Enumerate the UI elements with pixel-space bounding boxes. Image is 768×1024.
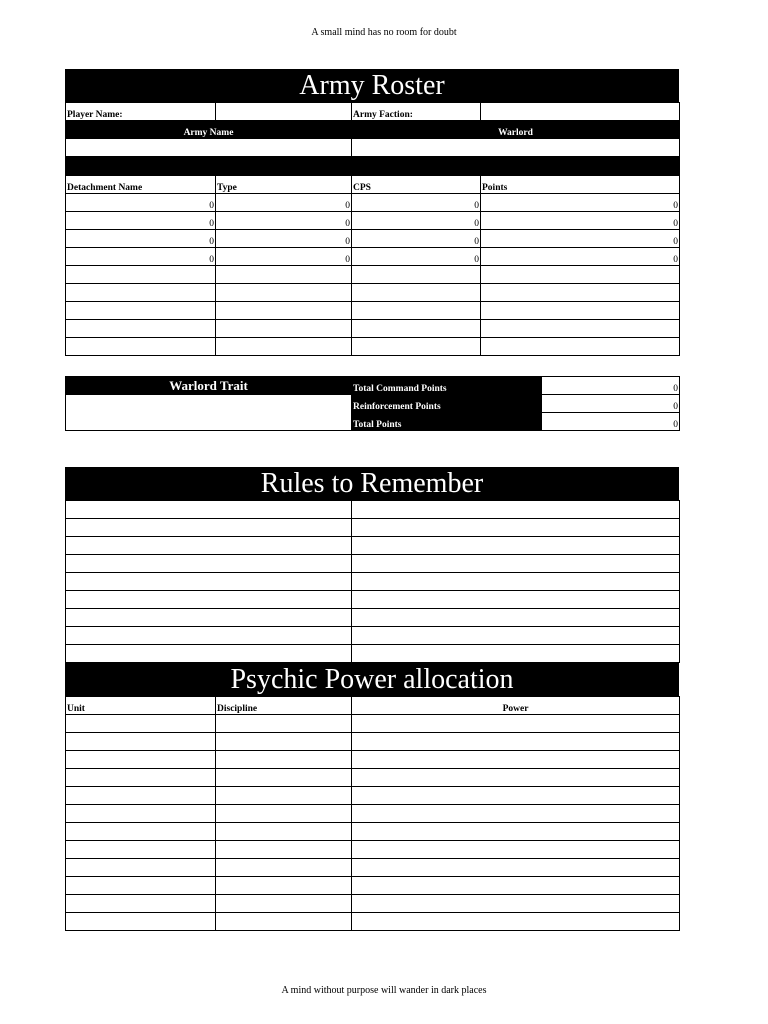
power-cell[interactable] <box>352 787 680 805</box>
player-name-field[interactable] <box>216 103 352 121</box>
points-cell[interactable] <box>481 320 680 338</box>
rules-table <box>65 500 680 663</box>
type-cell[interactable] <box>216 302 352 320</box>
discipline-cell[interactable] <box>216 823 352 841</box>
col-header-type: Type <box>216 176 352 194</box>
total-points-value: 0 <box>542 413 680 431</box>
table-row <box>66 501 680 519</box>
unit-cell[interactable] <box>66 913 216 931</box>
table-row <box>66 284 680 302</box>
total-points-label: Total Points <box>352 413 542 431</box>
unit-cell[interactable] <box>66 877 216 895</box>
table-row <box>66 230 680 248</box>
rule-cell-left[interactable] <box>66 519 352 537</box>
points-cell[interactable] <box>481 302 680 320</box>
col-header-detachment-name: Detachment Name <box>66 176 216 194</box>
army-faction-label: Army Faction: <box>352 103 481 121</box>
rule-cell-right[interactable] <box>352 591 680 609</box>
table-row <box>66 805 680 823</box>
total-command-points-value: 0 <box>542 377 680 395</box>
cps-cell[interactable]: 0 <box>352 212 481 230</box>
rule-cell-right[interactable] <box>352 627 680 645</box>
table-row <box>66 859 680 877</box>
detachment-name-cell[interactable]: 0 <box>66 212 216 230</box>
warlord-label: Warlord <box>352 121 680 139</box>
discipline-cell[interactable] <box>216 805 352 823</box>
points-cell[interactable] <box>481 266 680 284</box>
power-cell[interactable] <box>352 895 680 913</box>
col-header-unit: Unit <box>66 697 216 715</box>
type-cell[interactable]: 0 <box>216 248 352 266</box>
discipline-cell[interactable] <box>216 733 352 751</box>
army-roster-section <box>65 69 679 356</box>
unit-cell[interactable] <box>66 823 216 841</box>
discipline-cell[interactable] <box>216 859 352 877</box>
table-row <box>66 194 680 212</box>
top-quote: A small mind has no room for doubt <box>311 27 457 38</box>
table-row <box>66 266 680 284</box>
rule-cell-left[interactable] <box>66 609 352 627</box>
detachment-name-cell[interactable] <box>66 320 216 338</box>
separator-bar <box>66 157 680 175</box>
rule-cell-left[interactable] <box>66 573 352 591</box>
warlord-trait-label: Warlord Trait <box>66 377 352 395</box>
type-cell[interactable] <box>216 320 352 338</box>
summary-table <box>65 376 680 431</box>
discipline-cell[interactable] <box>216 841 352 859</box>
discipline-cell[interactable] <box>216 913 352 931</box>
table-row <box>66 715 680 733</box>
discipline-cell[interactable] <box>216 895 352 913</box>
table-row <box>66 733 680 751</box>
cps-cell[interactable]: 0 <box>352 194 481 212</box>
power-cell[interactable] <box>352 823 680 841</box>
col-header-points: Points <box>481 176 680 194</box>
army-faction-field[interactable] <box>481 103 680 121</box>
cps-cell[interactable] <box>352 320 481 338</box>
power-cell[interactable] <box>352 715 680 733</box>
points-cell[interactable]: 0 <box>481 212 680 230</box>
cps-cell[interactable]: 0 <box>352 230 481 248</box>
table-row <box>66 573 680 591</box>
table-row <box>66 787 680 805</box>
power-cell[interactable] <box>352 733 680 751</box>
table-row <box>66 751 680 769</box>
cps-cell[interactable] <box>352 302 481 320</box>
rule-cell-left[interactable] <box>66 501 352 519</box>
detachment-name-cell[interactable]: 0 <box>66 248 216 266</box>
table-row <box>66 877 680 895</box>
discipline-cell[interactable] <box>216 769 352 787</box>
rules-title: Rules to Remember <box>65 467 679 500</box>
army-name-label: Army Name <box>66 121 352 139</box>
unit-cell[interactable] <box>66 715 216 733</box>
table-row <box>66 248 680 266</box>
points-cell[interactable] <box>481 338 680 356</box>
cps-cell[interactable] <box>352 266 481 284</box>
discipline-cell[interactable] <box>216 787 352 805</box>
table-row <box>66 645 680 663</box>
rule-cell-left[interactable] <box>66 555 352 573</box>
col-header-cps: CPS <box>352 176 481 194</box>
rule-cell-right[interactable] <box>352 609 680 627</box>
power-cell[interactable] <box>352 841 680 859</box>
detachment-name-cell[interactable] <box>66 302 216 320</box>
col-header-power: Power <box>352 697 680 715</box>
unit-cell[interactable] <box>66 733 216 751</box>
detachment-name-cell[interactable]: 0 <box>66 230 216 248</box>
type-cell[interactable] <box>216 266 352 284</box>
points-cell[interactable] <box>481 284 680 302</box>
table-row <box>66 823 680 841</box>
detachment-table <box>65 175 680 356</box>
rule-cell-left[interactable] <box>66 537 352 555</box>
rule-cell-right[interactable] <box>352 519 680 537</box>
detachment-name-cell[interactable] <box>66 266 216 284</box>
psychic-table <box>65 696 680 931</box>
table-row <box>66 591 680 609</box>
power-cell[interactable] <box>352 751 680 769</box>
table-row <box>66 627 680 645</box>
unit-cell[interactable] <box>66 751 216 769</box>
warlord-trait-field[interactable] <box>66 395 352 431</box>
reinforcement-points-label: Reinforcement Points <box>352 395 542 413</box>
table-row <box>66 609 680 627</box>
army-roster-title: Army Roster <box>65 69 679 102</box>
points-cell[interactable]: 0 <box>481 248 680 266</box>
discipline-cell[interactable] <box>216 715 352 733</box>
rule-cell-right[interactable] <box>352 501 680 519</box>
unit-cell[interactable] <box>66 841 216 859</box>
unit-cell[interactable] <box>66 895 216 913</box>
type-cell[interactable] <box>216 284 352 302</box>
cps-cell[interactable]: 0 <box>352 248 481 266</box>
unit-cell[interactable] <box>66 787 216 805</box>
total-command-points-label: Total Command Points <box>352 377 542 395</box>
points-cell[interactable]: 0 <box>481 194 680 212</box>
detachment-name-cell[interactable] <box>66 338 216 356</box>
unit-cell[interactable] <box>66 769 216 787</box>
type-cell[interactable]: 0 <box>216 230 352 248</box>
table-row <box>66 212 680 230</box>
rule-cell-right[interactable] <box>352 645 680 663</box>
type-cell[interactable] <box>216 338 352 356</box>
discipline-cell[interactable] <box>216 751 352 769</box>
rule-cell-left[interactable] <box>66 645 352 663</box>
power-cell[interactable] <box>352 913 680 931</box>
power-cell[interactable] <box>352 877 680 895</box>
table-row <box>66 537 680 555</box>
rule-cell-right[interactable] <box>352 555 680 573</box>
table-row <box>66 320 680 338</box>
table-row <box>66 338 680 356</box>
table-row <box>66 841 680 859</box>
power-cell[interactable] <box>352 769 680 787</box>
bottom-quote: A mind without purpose will wander in dark places <box>281 985 487 996</box>
rule-cell-right[interactable] <box>352 573 680 591</box>
table-row <box>66 913 680 931</box>
detachment-name-cell[interactable] <box>66 284 216 302</box>
discipline-cell[interactable] <box>216 877 352 895</box>
unit-cell[interactable] <box>66 859 216 877</box>
rule-cell-left[interactable] <box>66 627 352 645</box>
power-cell[interactable] <box>352 805 680 823</box>
cps-cell[interactable] <box>352 338 481 356</box>
points-cell[interactable]: 0 <box>481 230 680 248</box>
summary-section <box>65 376 679 431</box>
army-name-field[interactable] <box>66 139 352 157</box>
col-header-discipline: Discipline <box>216 697 352 715</box>
rule-cell-left[interactable] <box>66 591 352 609</box>
type-cell[interactable]: 0 <box>216 212 352 230</box>
table-row <box>66 895 680 913</box>
detachment-name-cell[interactable]: 0 <box>66 194 216 212</box>
player-name-label: Player Name: <box>66 103 216 121</box>
power-cell[interactable] <box>352 859 680 877</box>
table-row <box>66 302 680 320</box>
warlord-field[interactable] <box>352 139 680 157</box>
army-info-table <box>65 102 680 175</box>
reinforcement-points-value: 0 <box>542 395 680 413</box>
table-row <box>66 555 680 573</box>
psychic-title: Psychic Power allocation <box>65 663 679 696</box>
type-cell[interactable]: 0 <box>216 194 352 212</box>
unit-cell[interactable] <box>66 805 216 823</box>
rules-section <box>65 467 679 931</box>
table-row <box>66 519 680 537</box>
rule-cell-right[interactable] <box>352 537 680 555</box>
cps-cell[interactable] <box>352 284 481 302</box>
table-row <box>66 769 680 787</box>
